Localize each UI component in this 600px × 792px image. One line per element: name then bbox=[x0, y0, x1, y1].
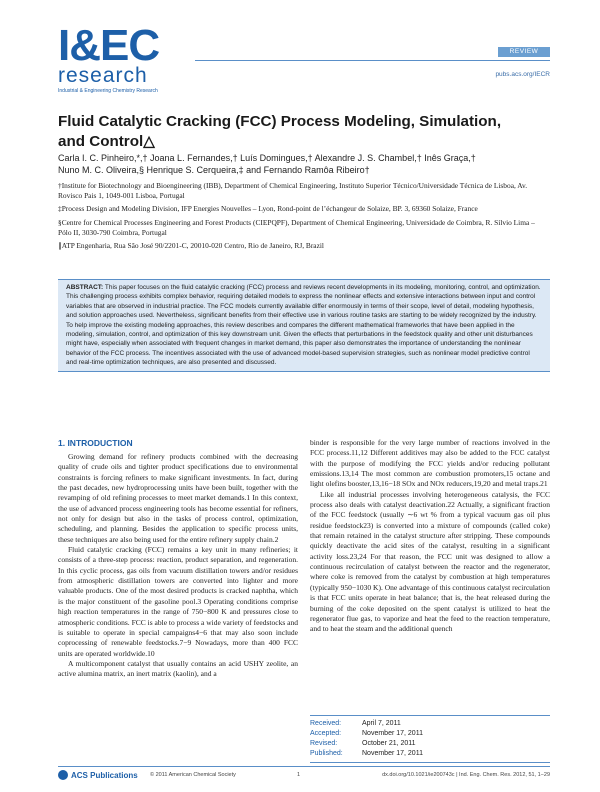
date-label: Received: bbox=[310, 720, 342, 727]
body-paragraph: binder is responsible for the very large number of reactions involved in the FCC process.11,12 Different additives may also be added to the FCC catalyst with the purpose of modifying the FCC yields and/or reducing pollutant emissions.13,14 The most common are combustion promoters,15 octane and light olefins booster,13,16−18 SOx and NOx reducers,19,20 and metal traps.21 bbox=[310, 438, 550, 489]
footer-rule bbox=[58, 766, 550, 767]
left-column bbox=[58, 452, 298, 680]
acs-circle-icon bbox=[58, 770, 68, 780]
date-label: Revised: bbox=[310, 740, 338, 747]
date-label: Published: bbox=[310, 750, 343, 757]
body-paragraph: Growing demand for refinery products combined with the decreasing quality of crude oils and tighter product specifications due to environmental constraints is forcing refiners to make significant investments. In fact, during the past decades, new hydroprocessing units have been built, together with the revamping of old refining processes to meet market demands.1 In this context, the use of advanced process engineering tools has become essential for refiners, not only for design but also in the tasks of process control, optimization, scheduling, and planning. Besides the application to specific process units, these techniques are also being used for the entire refinery supply chain.2 bbox=[58, 452, 298, 544]
journal-logo bbox=[58, 21, 178, 94]
date-label: Accepted: bbox=[310, 730, 342, 737]
date-row bbox=[310, 739, 550, 749]
right-column bbox=[310, 438, 550, 635]
date-value: April 7, 2011 bbox=[362, 720, 401, 727]
affiliation: §Centre for Chemical Processes Engineering and Forest Products (CIEPQPF), Department of Chemical Engineering, Universidade de Coimbra, R. Sílvio Lima – Pólo II, 3030-790 Coimbra, Portugal bbox=[58, 217, 535, 237]
abstract-text: This paper focuses on the fluid catalytic cracking (FCC) process and reviews recent developments in its modeling, monitoring, control, and optimization. This challenging process exhibits complex behavior, requiring detailed models to express the nonlinear effects and extensive interactions between input and control variables that are observed in industrial practice. The FCC models currently available differ enormously in terms of their scope, level of detail, modeling hypothesis, and solution approaches used. Nevertheless, significant benefits from their effective use in various routine tasks are starting to be widely recognized by the industry. To help improve the existing modeling approaches, this review describes and compares the different mathematical frameworks that have been applied in the modeling, simulation, control, and optimization of this key downstream unit. Given the effects that perturbations in the feedstock quality and other unit disturbances might have, especially when associated with frequent changes in market demand, this paper also demonstrates the importance of understanding the nonlinear behavior of the FCC process. The incentives associated with the use of advanced model-based supervision strategies, such as nonlinear model predictive control and real-time optimization techniques, are also presented and discussed. bbox=[66, 284, 541, 367]
affiliation: ‡Process Design and Modeling Division, IFP Energies Nouvelles – Lyon, Rond-point de l’échangeur de Solaize, BP. 3, 69360 Solaize, France bbox=[58, 204, 478, 214]
authors-line-2: Nuno M. C. Oliveira,§ Henrique S. Cerqueira,‡ and Fernando Ramôa Ribeiro† bbox=[58, 165, 370, 175]
authors-line-1: Carla I. C. Pinheiro,*,† Joana L. Fernandes,† Luís Domingues,† Alexandre J. S. Chambel,† Inês Graça,† bbox=[58, 153, 476, 163]
page-number: 1 bbox=[297, 772, 301, 778]
article-title bbox=[58, 112, 528, 152]
date-value: November 17, 2011 bbox=[362, 750, 423, 757]
date-row bbox=[310, 719, 550, 729]
body-paragraph: Fluid catalytic cracking (FCC) remains a key unit in many refineries; it consists of a three-step process: reaction, product separation, and regeneration. In this cyclic process, gas oils from vacuum distillation towers and/or residues from atmospheric distillation towers are converted into lighter and more valuable products. One of the most desired products is cracked naphtha, which is the major constituent of the gasoline pool.3 Operating conditions comprise high reaction temperatures in the range of 750−800 K and pressures close to atmospheric conditions. FCC is able to process a wide variety of feedstocks and is suitable to operate in special campaigns4−6 that may also soon include coprocessing of renewable feedstocks.7−9 Nowadays, more than 400 FCC units are operated worldwide.10 bbox=[58, 545, 298, 658]
logo-subtitle: Industrial & Engineering Chemistry Research bbox=[58, 88, 158, 94]
header-rule bbox=[195, 60, 550, 61]
title-line-1: Fluid Catalytic Cracking (FCC) Process Modeling, Simulation, bbox=[58, 113, 502, 130]
body-paragraph: Like all industrial processes involving heterogeneous catalysis, the FCC process also deals with catalyst deactivation.22 Actually, a significant fraction of the FCC feedstock (usually ∼6 wt % from a typical vacuum gas oil plus residue feedstock23) is converted into a mixture of compounds (called coke) that remain retained in the catalyst structure after stripping. These compounds quickly deactivate the acid sites of the catalyst, resulting in a significant activity loss.23,24 For that reason, the FCC unit was designed to allow a continuous recirculation of catalyst between the reactor and the regenerator, where coke is removed from the catalyst by combustion at high temperatures (typically 950−1030 K). One advantage of this continuous catalyst recirculation is that FCC units operate in heat balance; that is, the heat released during the burning of the coke deposited on the spent catalyst is utilized to heat the regenerator flue gas, to vaporize and heat the feed to the reaction temperature, and to heat the steam and the additional quench bbox=[310, 489, 550, 634]
journal-url[interactable]: pubs.acs.org/IECR bbox=[495, 71, 550, 78]
affiliations bbox=[58, 181, 550, 254]
publication-dates bbox=[310, 715, 550, 763]
logo-middle: research bbox=[58, 64, 148, 87]
copyright: © 2011 American Chemical Society bbox=[150, 772, 236, 778]
body-paragraph: A multicomponent catalyst that usually contains an acid USHY zeolite, an active alumina matrix, an inert matrix (kaolin), and a bbox=[58, 658, 298, 679]
publisher-name: ACS Publications bbox=[71, 770, 138, 780]
date-value: October 21, 2011 bbox=[362, 740, 416, 747]
author-list bbox=[58, 152, 550, 176]
affiliation: ∥ATP Engenharia, Rua São José 90/2201-C, 20010-020 Centro, Rio de Janeiro, RJ, Brazil bbox=[58, 241, 324, 251]
logo-top: I&EC bbox=[58, 21, 160, 70]
section-heading: 1. INTRODUCTION bbox=[58, 438, 133, 448]
section-tag: REVIEW bbox=[498, 47, 550, 57]
date-row bbox=[310, 749, 550, 759]
abstract-label: ABSTRACT: bbox=[66, 284, 104, 291]
doi-citation[interactable]: dx.doi.org/10.1021/ie200743c | Ind. Eng. Chem. Res. 2012, 51, 1−29 bbox=[382, 772, 550, 778]
title-line-2: and Control△ bbox=[58, 133, 155, 150]
affiliation: †Institute for Biotechnology and Bioengineering (IBB), Department of Chemical Engineering, Instituto Superior Técnico/Universidade Técnica de Lisboa, Av. Rovisco Pais 1, 1049-001 Lisboa, Portugal bbox=[58, 181, 528, 201]
date-row bbox=[310, 729, 550, 739]
publisher-logo bbox=[58, 770, 138, 780]
abstract-box bbox=[58, 279, 550, 372]
date-value: November 17, 2011 bbox=[362, 730, 423, 737]
